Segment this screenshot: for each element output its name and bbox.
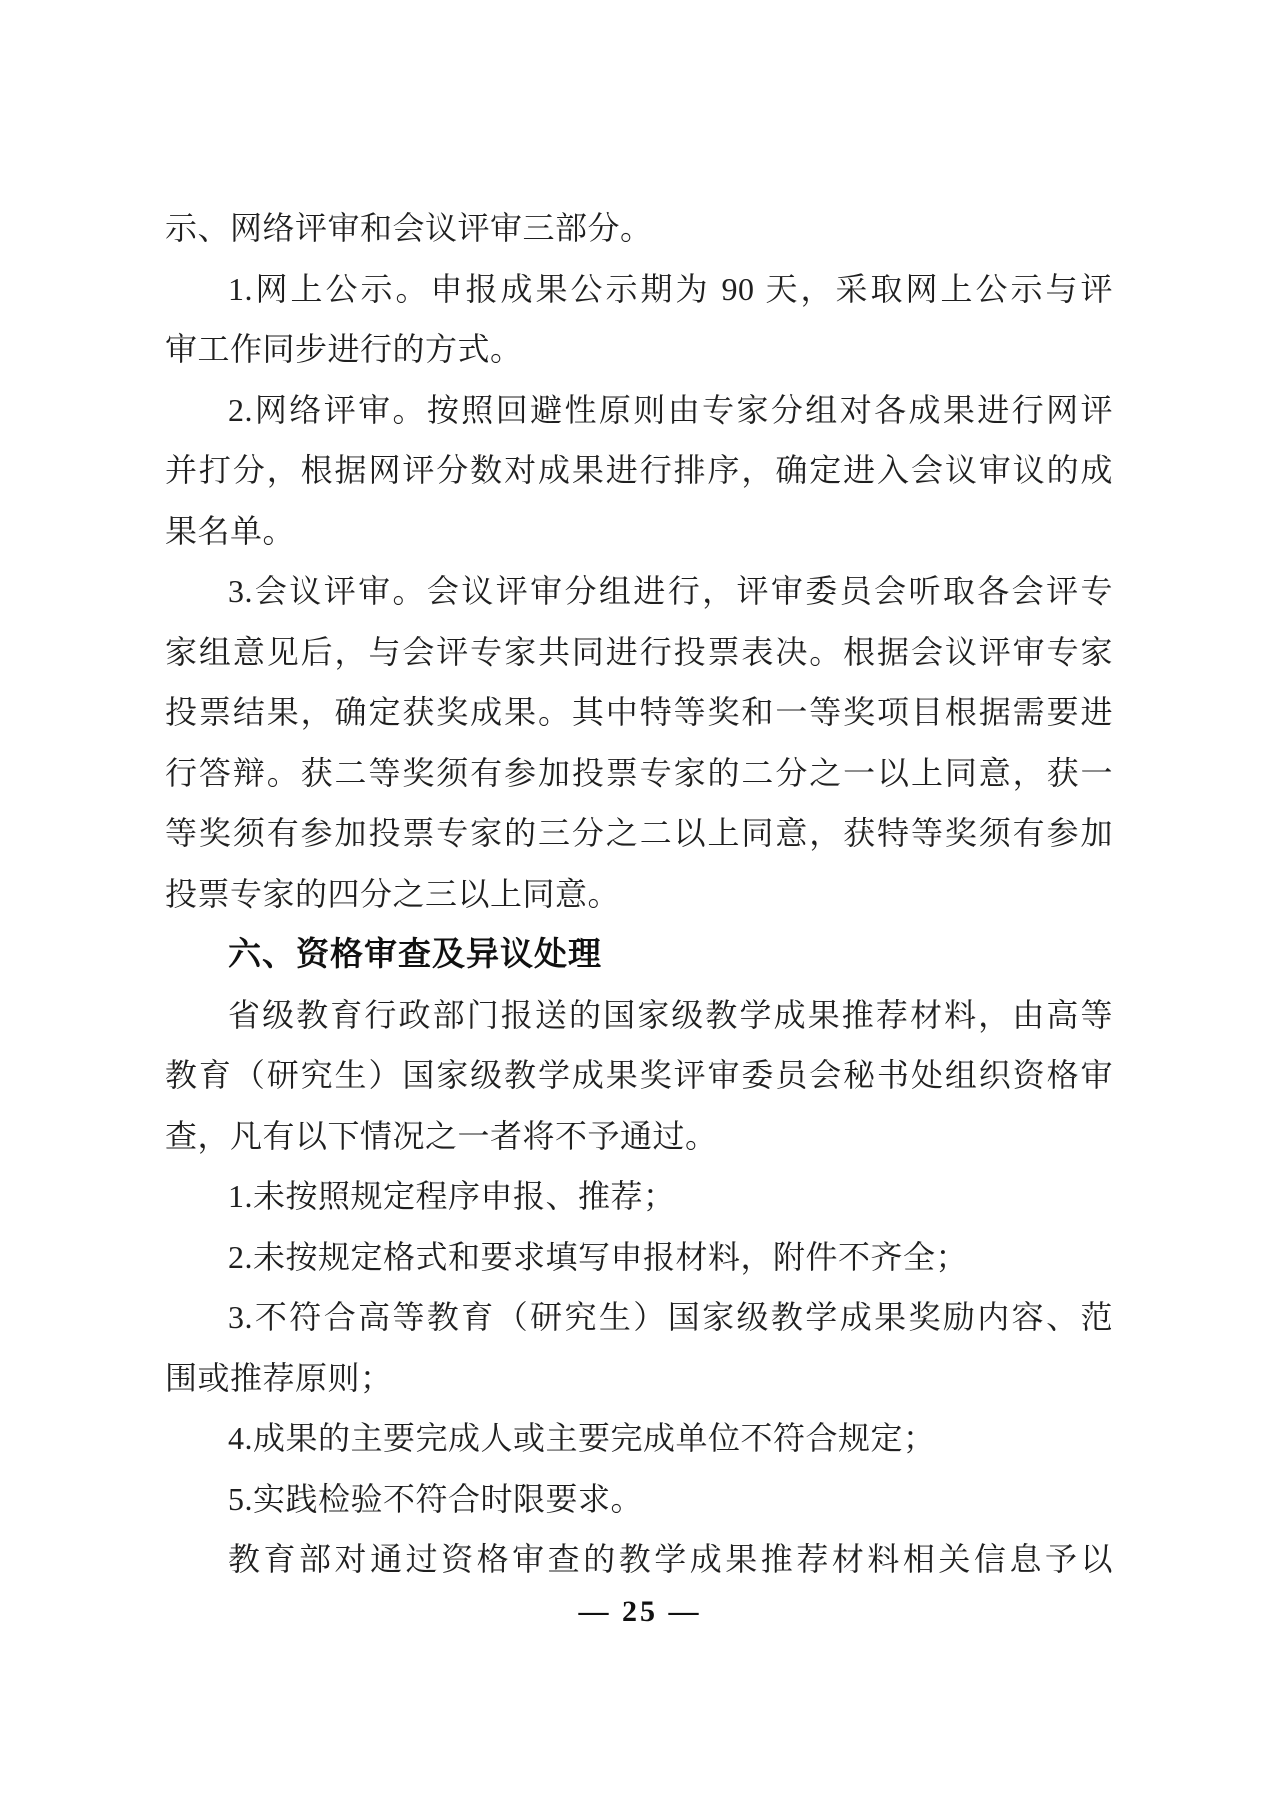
text-line: 1.网上公示。申报成果公示期为 90 天，采取网上公示与评: [228, 270, 1113, 307]
text-line: 教育（研究生）国家级教学成果奖评审委员会秘书处组织资格审: [165, 1057, 1113, 1093]
text-line: 3.会议评审。会议评审分组进行，评审委员会听取各会评专: [228, 573, 1113, 609]
text-line: 教育部对通过资格审查的教学成果推荐材料相关信息予以: [228, 1541, 1113, 1577]
text-line: 2.网络评审。按照回避性原则由专家分组对各成果进行网评: [228, 391, 1113, 428]
section-heading: 六、资格审查及异议处理: [228, 935, 602, 972]
text-line: 并打分，根据网评分数对成果进行排序，确定进入会议审议的成: [165, 452, 1113, 488]
text-line: 2.未按规定格式和要求填写申报材料，附件不齐全；: [228, 1238, 969, 1275]
text-line: 审工作同步进行的方式。: [165, 331, 523, 367]
text-line: 1.未按照规定程序申报、推荐；: [228, 1178, 676, 1214]
text-line: 3.不符合高等教育（研究生）国家级教学成果奖励内容、范: [228, 1299, 1113, 1335]
text-line: 5.实践检验不符合时限要求。: [228, 1480, 644, 1517]
text-line: 家组意见后，与会评专家共同进行投票表决。根据会议评审专家: [165, 633, 1113, 670]
text-line: 示、网络评审和会议评审三部分。: [165, 210, 653, 246]
text-line: 围或推荐原则；: [165, 1359, 393, 1396]
page-number: — 25 —: [578, 1595, 702, 1628]
text-line: 行答辩。获二等奖须有参加投票专家的二分之一以上同意，获一: [165, 754, 1113, 791]
text-line: 果名单。: [165, 512, 296, 549]
text-line: 投票结果，确定获奖成果。其中特等奖和一等奖项目根据需要进: [165, 694, 1113, 730]
text-line: 等奖须有参加投票专家的三分之二以上同意，获特等奖须有参加: [165, 815, 1113, 851]
text-line: 查，凡有以下情况之一者将不予通过。: [165, 1117, 718, 1154]
text-line: 投票专家的四分之三以上同意。: [165, 875, 621, 912]
page-footer: [0, 1590, 1280, 1634]
text-line: 4.成果的主要完成人或主要完成单位不符合规定；: [228, 1420, 936, 1456]
text-line: 省级教育行政部门报送的国家级教学成果推荐材料，由高等: [228, 996, 1113, 1033]
document-body: [165, 198, 1113, 1590]
